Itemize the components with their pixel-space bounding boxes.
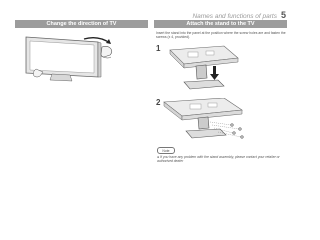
step-2-number: 2 [156,98,161,107]
step-1-number: 1 [156,44,161,53]
stand-insert-illustration [166,44,241,94]
tv-rotate-illustration [20,33,120,83]
section-title-attach-stand: Attach the stand to the TV [154,20,287,28]
note-label: Note [157,147,175,154]
header-title: Names and functions of parts [192,13,277,20]
page-header [192,10,286,20]
screw-fasten-illustration [162,98,254,142]
note-body: If you have any problem with the stand assembly, please contact your retailer or authorised dealer [157,155,280,164]
section-title-change-direction: Change the direction of TV [15,20,148,28]
instruction-text: Insert the stand into the panel at the position where the screw holes are and fasten the screws (x 4, provided). [156,30,286,39]
page-number: 5 [280,10,286,20]
bullet-icon: ● [157,155,160,159]
note-text [157,155,285,163]
